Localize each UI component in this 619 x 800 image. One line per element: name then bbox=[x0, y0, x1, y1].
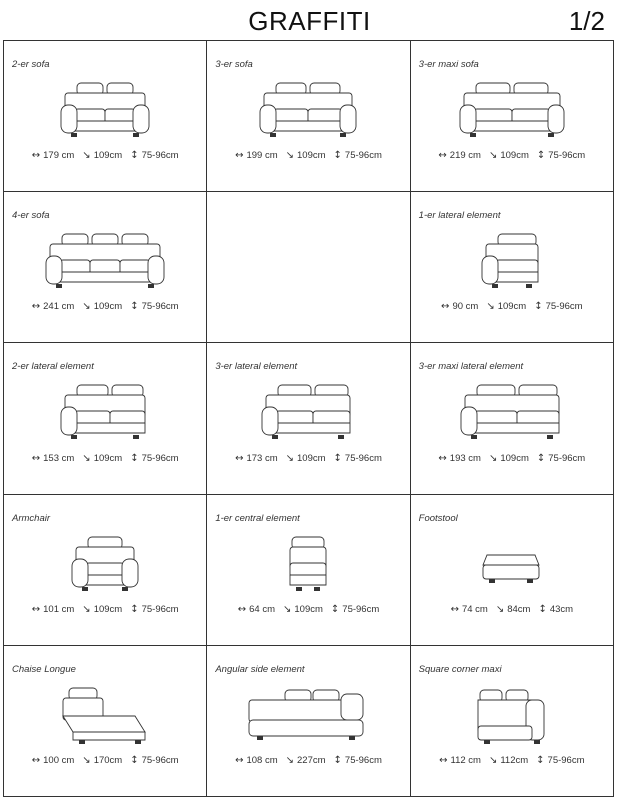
dimension-value: 75-96cm bbox=[547, 754, 585, 766]
depth-arrow-icon: ↘ bbox=[488, 754, 498, 766]
dimension-value: 179 cm bbox=[43, 150, 75, 162]
product-cell bbox=[207, 646, 410, 797]
width-arrow-icon: ↔ bbox=[31, 452, 41, 464]
width-arrow-icon: ↔ bbox=[441, 301, 450, 313]
dimensions bbox=[207, 150, 409, 161]
product-label: 3-er maxi lateral element bbox=[418, 361, 524, 373]
dimensions bbox=[411, 604, 613, 615]
product-label: 2-er lateral element bbox=[12, 361, 94, 373]
height-arrow-icon: ↕ bbox=[333, 754, 342, 766]
dimension-height bbox=[130, 604, 178, 615]
dimensions bbox=[207, 453, 409, 464]
dimension-height bbox=[334, 755, 382, 766]
product-cell bbox=[4, 192, 207, 343]
dimension-value: 109cm bbox=[500, 452, 529, 464]
product-cell bbox=[207, 495, 410, 646]
product-cell bbox=[4, 41, 207, 192]
dimension-width bbox=[441, 301, 478, 312]
dimension-height bbox=[130, 301, 178, 312]
dimension-value: 75-96cm bbox=[548, 452, 586, 464]
product-cell bbox=[411, 343, 614, 494]
dimension-width bbox=[439, 755, 481, 766]
depth-arrow-icon: ↘ bbox=[488, 150, 498, 162]
width-arrow-icon: ↔ bbox=[235, 452, 244, 464]
height-arrow-icon: ↕ bbox=[536, 150, 546, 162]
dimension-width bbox=[238, 604, 275, 615]
dimension-value: 219 cm bbox=[449, 150, 481, 162]
dimension-value: 227cm bbox=[297, 754, 326, 766]
dimension-height bbox=[538, 604, 573, 615]
product-cell bbox=[207, 41, 410, 192]
product-cell bbox=[4, 646, 207, 797]
product-cell bbox=[207, 343, 410, 494]
dimension-width bbox=[32, 301, 75, 312]
height-arrow-icon: ↕ bbox=[130, 754, 139, 766]
height-arrow-icon: ↕ bbox=[330, 603, 340, 615]
dimension-value: 109cm bbox=[93, 452, 123, 464]
dimension-depth bbox=[82, 604, 122, 615]
dimension-value: 173 cm bbox=[246, 452, 278, 464]
dimensions bbox=[411, 150, 613, 161]
dimension-height bbox=[130, 453, 178, 464]
sofa-drawing-icon bbox=[55, 81, 155, 139]
dimension-value: 109cm bbox=[93, 150, 123, 162]
sofa-drawing-icon bbox=[55, 383, 155, 441]
dimension-value: 75-96cm bbox=[548, 150, 586, 162]
product-cell bbox=[411, 646, 614, 797]
dimensions bbox=[4, 453, 206, 464]
dimension-width bbox=[235, 755, 278, 766]
product-cell bbox=[4, 495, 207, 646]
product-label: 3-er lateral element bbox=[215, 361, 298, 373]
dimensions bbox=[4, 301, 206, 312]
dimension-height bbox=[334, 150, 382, 161]
depth-arrow-icon: ↘ bbox=[82, 754, 91, 766]
dimension-value: 109cm bbox=[93, 603, 123, 615]
width-arrow-icon: ↔ bbox=[439, 754, 448, 766]
dimension-value: 108 cm bbox=[246, 754, 278, 766]
sofa-drawing-icon bbox=[455, 383, 569, 441]
height-arrow-icon: ↕ bbox=[130, 150, 139, 162]
sofa-drawing-icon bbox=[243, 686, 373, 744]
dimension-value: 75-96cm bbox=[141, 452, 179, 464]
dimension-value: 74 cm bbox=[461, 603, 488, 615]
depth-arrow-icon: ↘ bbox=[282, 603, 292, 615]
depth-arrow-icon: ↘ bbox=[488, 452, 498, 464]
dimension-width bbox=[235, 150, 278, 161]
dimension-height bbox=[537, 150, 585, 161]
dimension-value: 109cm bbox=[294, 603, 323, 615]
dimension-value: 109cm bbox=[497, 301, 527, 313]
dimension-width bbox=[32, 150, 75, 161]
dimension-height bbox=[537, 453, 585, 464]
depth-arrow-icon: ↘ bbox=[82, 603, 91, 615]
dimension-value: 75-96cm bbox=[141, 754, 179, 766]
product-label: Chaise Longue bbox=[12, 663, 76, 675]
dimensions bbox=[4, 755, 206, 766]
dimension-height bbox=[334, 453, 382, 464]
width-arrow-icon: ↔ bbox=[450, 603, 459, 615]
sofa-drawing-icon bbox=[477, 535, 547, 593]
sofa-drawing-icon bbox=[40, 232, 170, 290]
width-arrow-icon: ↔ bbox=[31, 603, 41, 615]
dimension-value: 109cm bbox=[93, 301, 123, 313]
dimension-value: 75-96cm bbox=[344, 150, 382, 162]
width-arrow-icon: ↔ bbox=[438, 452, 447, 464]
dimensions bbox=[207, 755, 409, 766]
sofa-drawing-icon bbox=[472, 686, 552, 748]
height-arrow-icon: ↕ bbox=[534, 301, 543, 313]
dimension-value: 109cm bbox=[500, 150, 529, 162]
product-label: 3-er maxi sofa bbox=[418, 59, 479, 70]
dimension-value: 101 cm bbox=[43, 603, 75, 615]
dimension-value: 75-96cm bbox=[141, 603, 179, 615]
dimension-value: 241 cm bbox=[43, 301, 75, 313]
product-cell bbox=[411, 495, 614, 646]
product-label: 3-er sofa bbox=[215, 59, 253, 70]
product-label: 4-er sofa bbox=[12, 210, 50, 222]
dimension-value: 75-96cm bbox=[342, 603, 380, 615]
product-label: 2-er sofa bbox=[12, 59, 50, 70]
dimension-value: 75-96cm bbox=[141, 301, 179, 313]
product-grid bbox=[3, 40, 614, 797]
page-number: 1/2 bbox=[568, 6, 605, 36]
sofa-drawing-icon bbox=[55, 686, 155, 748]
height-arrow-icon: ↕ bbox=[130, 301, 139, 313]
dimension-depth bbox=[82, 301, 122, 312]
height-arrow-icon: ↕ bbox=[538, 603, 547, 615]
product-cell bbox=[411, 41, 614, 192]
sofa-drawing-icon bbox=[256, 383, 360, 441]
dimension-value: 75-96cm bbox=[344, 452, 382, 464]
dimension-depth bbox=[486, 301, 526, 312]
dimension-width bbox=[451, 604, 488, 615]
width-arrow-icon: ↔ bbox=[235, 150, 244, 162]
depth-arrow-icon: ↘ bbox=[82, 452, 91, 464]
height-arrow-icon: ↕ bbox=[536, 452, 546, 464]
dimension-value: 112cm bbox=[500, 754, 529, 766]
dimension-depth bbox=[82, 755, 122, 766]
dimension-depth bbox=[496, 604, 531, 615]
dimensions bbox=[411, 755, 613, 766]
dimension-width bbox=[32, 755, 75, 766]
dimension-value: 109cm bbox=[297, 452, 326, 464]
dimension-value: 64 cm bbox=[249, 603, 275, 615]
sofa-drawing-icon bbox=[454, 81, 570, 139]
depth-arrow-icon: ↘ bbox=[285, 754, 295, 766]
dimension-value: 153 cm bbox=[43, 452, 75, 464]
dimension-depth bbox=[286, 453, 326, 464]
dimension-width bbox=[438, 453, 481, 464]
product-label: Square corner maxi bbox=[418, 663, 502, 675]
dimension-depth bbox=[283, 604, 323, 615]
width-arrow-icon: ↔ bbox=[31, 150, 41, 162]
dimension-depth bbox=[286, 755, 326, 766]
page-header bbox=[0, 0, 619, 40]
dimension-value: 75-96cm bbox=[141, 150, 179, 162]
dimension-height bbox=[130, 150, 178, 161]
product-label: 1-er central element bbox=[215, 512, 300, 524]
depth-arrow-icon: ↘ bbox=[486, 301, 495, 313]
height-arrow-icon: ↕ bbox=[333, 452, 342, 464]
page-title: GRAFFITI bbox=[248, 6, 371, 36]
dimensions bbox=[207, 604, 409, 615]
height-arrow-icon: ↕ bbox=[130, 603, 139, 615]
dimension-width bbox=[32, 604, 75, 615]
width-arrow-icon: ↔ bbox=[31, 301, 41, 313]
depth-arrow-icon: ↘ bbox=[82, 301, 91, 313]
dimension-value: 75-96cm bbox=[545, 301, 583, 313]
dimension-value: 193 cm bbox=[449, 452, 481, 464]
product-label: Angular side element bbox=[215, 663, 305, 675]
dimension-value: 84cm bbox=[507, 603, 531, 615]
dimension-value: 170cm bbox=[93, 754, 123, 766]
dimension-value: 112 cm bbox=[450, 754, 481, 766]
dimension-value: 90 cm bbox=[452, 301, 479, 313]
dimension-value: 109cm bbox=[297, 150, 326, 162]
dimensions bbox=[411, 453, 613, 464]
dimension-depth bbox=[489, 150, 529, 161]
dimension-value: 43cm bbox=[549, 603, 574, 615]
depth-arrow-icon: ↘ bbox=[285, 452, 295, 464]
product-cell bbox=[4, 343, 207, 494]
width-arrow-icon: ↔ bbox=[235, 754, 244, 766]
product-cell bbox=[207, 192, 410, 343]
depth-arrow-icon: ↘ bbox=[495, 603, 505, 615]
height-arrow-icon: ↕ bbox=[333, 150, 342, 162]
height-arrow-icon: ↕ bbox=[536, 754, 545, 766]
depth-arrow-icon: ↘ bbox=[82, 150, 91, 162]
dimension-height bbox=[536, 755, 584, 766]
dimension-depth bbox=[286, 150, 326, 161]
sofa-drawing-icon bbox=[66, 535, 144, 593]
depth-arrow-icon: ↘ bbox=[285, 150, 295, 162]
dimension-height bbox=[331, 604, 379, 615]
width-arrow-icon: ↔ bbox=[438, 150, 447, 162]
dimensions bbox=[4, 150, 206, 161]
dimension-height bbox=[534, 301, 582, 312]
height-arrow-icon: ↕ bbox=[130, 452, 139, 464]
dimension-width bbox=[32, 453, 75, 464]
dimension-width bbox=[235, 453, 278, 464]
product-label: Footstool bbox=[418, 512, 458, 524]
dimensions bbox=[4, 604, 206, 615]
product-label: Armchair bbox=[12, 512, 51, 524]
product-cell bbox=[411, 192, 614, 343]
dimension-depth bbox=[489, 453, 529, 464]
dimension-value: 100 cm bbox=[43, 754, 75, 766]
sofa-drawing-icon bbox=[280, 535, 336, 593]
dimensions bbox=[411, 301, 613, 312]
width-arrow-icon: ↔ bbox=[237, 603, 247, 615]
sofa-drawing-icon bbox=[476, 232, 548, 290]
dimension-value: 199 cm bbox=[246, 150, 278, 162]
product-label: 1-er lateral element bbox=[418, 210, 501, 222]
dimension-depth bbox=[489, 755, 528, 766]
dimension-depth bbox=[82, 453, 122, 464]
dimension-depth bbox=[82, 150, 122, 161]
width-arrow-icon: ↔ bbox=[31, 754, 41, 766]
dimension-height bbox=[130, 755, 178, 766]
sofa-drawing-icon bbox=[254, 81, 362, 139]
dimension-width bbox=[438, 150, 481, 161]
dimension-value: 75-96cm bbox=[344, 754, 382, 766]
